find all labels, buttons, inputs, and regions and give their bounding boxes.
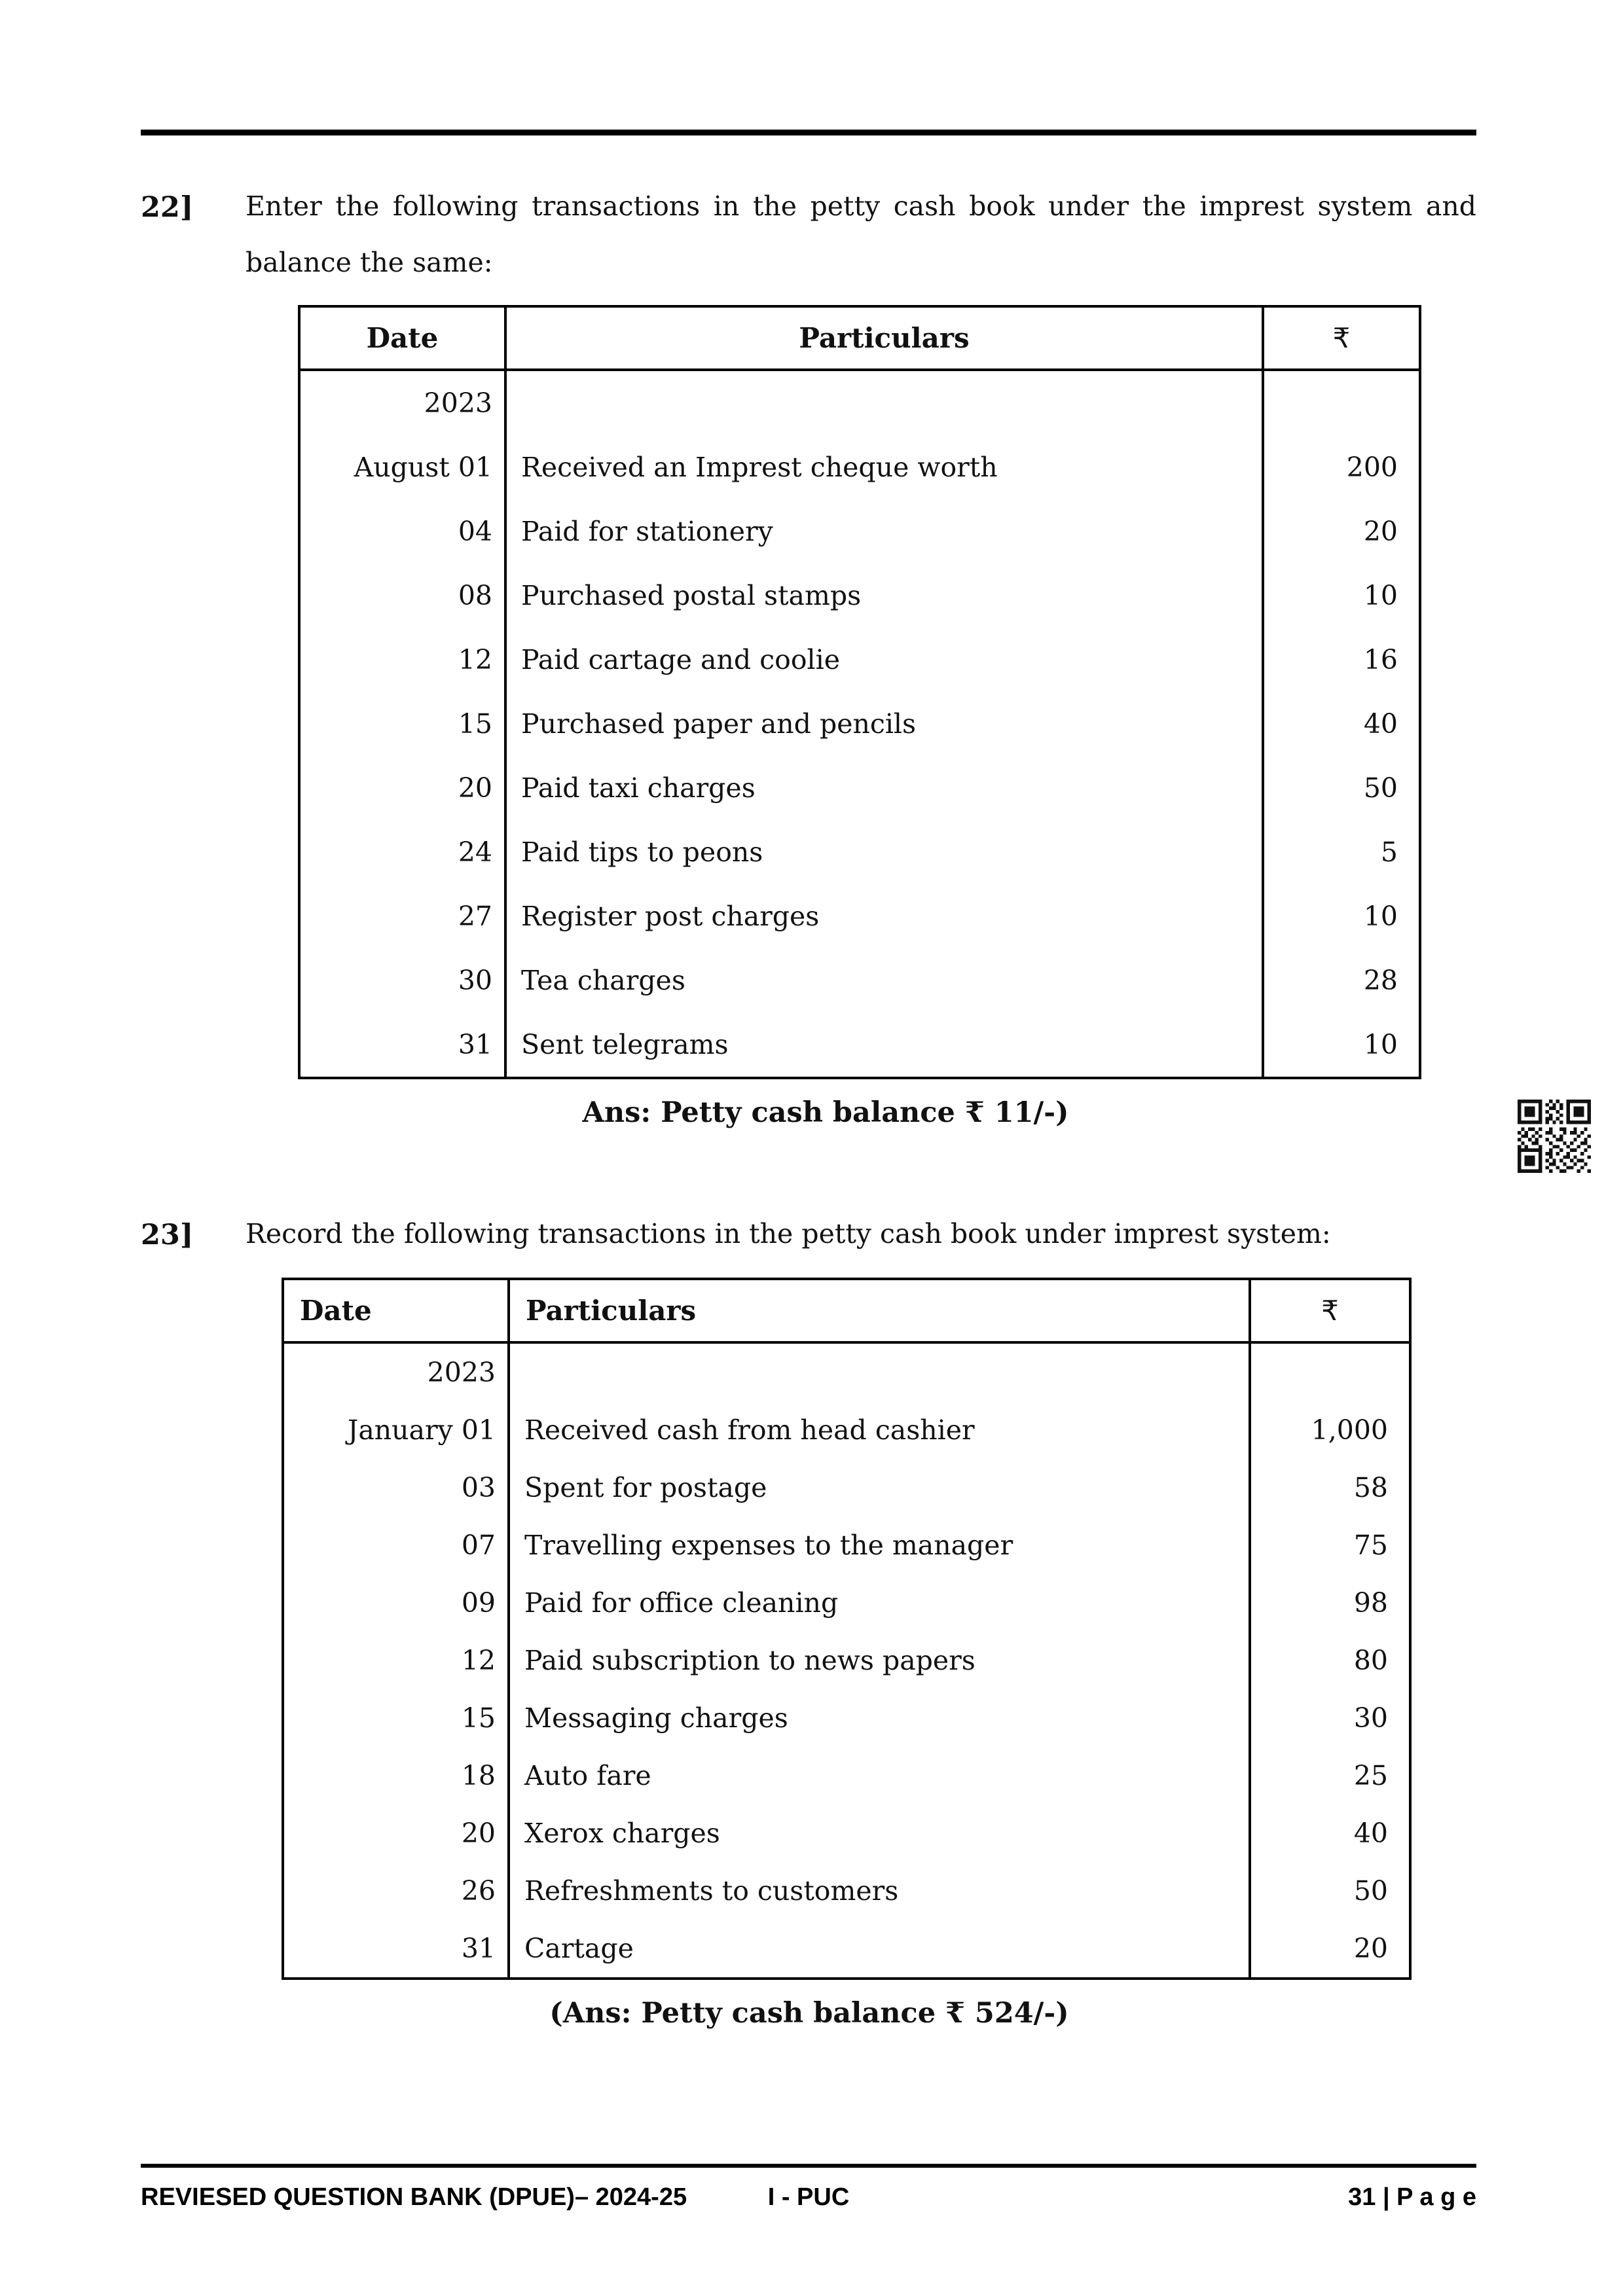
question-22-section	[141, 178, 1476, 1129]
question-prompt: Enter the following transactions in the petty cash book under the imprest system and balance the same:	[246, 190, 1476, 279]
particulars-cell: Paid tips to peons	[505, 820, 1263, 884]
particulars-cell: Received an Imprest cheque worth	[505, 435, 1263, 499]
amount-cell: 75	[1250, 1516, 1410, 1574]
amount-cell: 200	[1263, 435, 1420, 499]
date-cell: 03	[283, 1459, 509, 1516]
particulars-cell: Purchased paper and pencils	[505, 692, 1263, 756]
column-header-rupee: ₹	[1250, 1279, 1410, 1342]
table-body	[283, 1342, 1410, 1979]
table-header	[283, 1279, 1410, 1342]
table-row	[283, 1632, 1410, 1689]
particulars-cell: Refreshments to customers	[509, 1862, 1250, 1920]
table-row	[299, 1013, 1420, 1078]
date-cell: 31	[283, 1920, 509, 1979]
column-header-rupee: ₹	[1263, 306, 1420, 370]
amount-cell: 30	[1250, 1689, 1410, 1747]
date-cell: 08	[299, 564, 505, 628]
date-cell: August 01	[299, 435, 505, 499]
footer-document-title: REVIESED QUESTION BANK (DPUE)– 2024-25	[141, 2183, 687, 2211]
column-header-date: Date	[299, 306, 505, 370]
footer-horizontal-rule	[141, 2164, 1476, 2168]
table-row	[283, 1920, 1410, 1979]
amount-cell: 10	[1263, 1013, 1420, 1078]
table-row	[299, 948, 1420, 1013]
date-cell: 12	[283, 1632, 509, 1689]
date-cell: 20	[299, 756, 505, 820]
question-number: 22]	[141, 191, 194, 224]
table-row	[283, 1574, 1410, 1632]
particulars-cell: Paid cartage and coolie	[505, 628, 1263, 692]
date-cell: 07	[283, 1516, 509, 1574]
date-cell: 15	[299, 692, 505, 756]
column-header-date: Date	[283, 1279, 509, 1342]
amount-cell: 25	[1250, 1747, 1410, 1804]
particulars-cell: Auto fare	[509, 1747, 1250, 1804]
answer-line: (Ans: Petty cash balance ₹ 524/-)	[549, 1997, 1069, 2030]
date-cell: 31	[299, 1013, 505, 1078]
qr-code	[1518, 1100, 1591, 1173]
footer-page-number: 31 | P a g e	[1348, 2183, 1476, 2211]
amount-cell: 50	[1263, 756, 1420, 820]
table-row	[299, 628, 1420, 692]
particulars-cell: Tea charges	[505, 948, 1263, 1013]
table-row	[299, 756, 1420, 820]
date-cell: 12	[299, 628, 505, 692]
table-row	[283, 1862, 1410, 1920]
table-body	[299, 370, 1420, 1078]
particulars-cell: Received cash from head cashier	[509, 1401, 1250, 1459]
particulars-cell: Spent for postage	[509, 1459, 1250, 1516]
amount-cell: 28	[1263, 948, 1420, 1013]
question-23-section	[141, 1206, 1476, 2030]
particulars-cell	[505, 370, 1263, 435]
table-row	[299, 692, 1420, 756]
date-cell: 26	[283, 1862, 509, 1920]
date-cell: 2023	[283, 1342, 509, 1401]
footer-course-label: I - PUC	[767, 2183, 850, 2211]
amount-cell: 16	[1263, 628, 1420, 692]
table-row	[283, 1459, 1410, 1516]
answer-line: Ans: Petty cash balance ₹ 11/-)	[582, 1096, 1069, 1130]
particulars-cell: Xerox charges	[509, 1804, 1250, 1862]
amount-cell: 10	[1263, 884, 1420, 948]
amount-cell	[1263, 370, 1420, 435]
table-row	[299, 435, 1420, 499]
particulars-cell: Cartage	[509, 1920, 1250, 1979]
particulars-cell: Register post charges	[505, 884, 1263, 948]
amount-cell: 10	[1263, 564, 1420, 628]
table-header-row	[299, 306, 1420, 370]
particulars-cell: Paid subscription to news papers	[509, 1632, 1250, 1689]
petty-cash-table-q22	[298, 305, 1421, 1079]
amount-cell: 40	[1250, 1804, 1410, 1862]
date-cell: 27	[299, 884, 505, 948]
table-row	[299, 820, 1420, 884]
date-cell: 18	[283, 1747, 509, 1804]
qr-code-icon	[1518, 1100, 1591, 1173]
table-row	[299, 564, 1420, 628]
amount-cell: 1,000	[1250, 1401, 1410, 1459]
amount-cell: 58	[1250, 1459, 1410, 1516]
question-number: 23]	[141, 1219, 194, 1251]
amount-cell: 20	[1250, 1920, 1410, 1979]
top-horizontal-rule	[141, 130, 1476, 135]
amount-cell: 98	[1250, 1574, 1410, 1632]
date-cell: 09	[283, 1574, 509, 1632]
question-23-header	[141, 1206, 1476, 1265]
date-cell: 04	[299, 499, 505, 564]
particulars-cell: Purchased postal stamps	[505, 564, 1263, 628]
date-cell: 15	[283, 1689, 509, 1747]
table-row	[283, 1401, 1410, 1459]
page-footer	[141, 2183, 1476, 2212]
table-row	[283, 1516, 1410, 1574]
date-cell: 30	[299, 948, 505, 1013]
date-cell: 2023	[299, 370, 505, 435]
amount-cell: 5	[1263, 820, 1420, 884]
table-row	[299, 370, 1420, 435]
amount-cell: 20	[1263, 499, 1420, 564]
table-header-row	[283, 1279, 1410, 1342]
amount-cell	[1250, 1342, 1410, 1401]
question-22-header	[141, 178, 1476, 291]
question-prompt: Record the following transactions in the petty cash book under imprest system:	[246, 1218, 1331, 1249]
particulars-cell: Paid for office cleaning	[509, 1574, 1250, 1632]
date-cell: 20	[283, 1804, 509, 1862]
table-header	[299, 306, 1420, 370]
particulars-cell: Sent telegrams	[505, 1013, 1263, 1078]
amount-cell: 40	[1263, 692, 1420, 756]
table-row	[299, 499, 1420, 564]
particulars-cell: Travelling expenses to the manager	[509, 1516, 1250, 1574]
date-cell: 24	[299, 820, 505, 884]
table-row	[283, 1804, 1410, 1862]
table-row	[283, 1342, 1410, 1401]
column-header-particulars: Particulars	[509, 1279, 1250, 1342]
date-cell: January 01	[283, 1401, 509, 1459]
particulars-cell: Messaging charges	[509, 1689, 1250, 1747]
amount-cell: 50	[1250, 1862, 1410, 1920]
particulars-cell: Paid taxi charges	[505, 756, 1263, 820]
table-row	[283, 1689, 1410, 1747]
column-header-particulars: Particulars	[505, 306, 1263, 370]
amount-cell: 80	[1250, 1632, 1410, 1689]
table-row	[283, 1747, 1410, 1804]
particulars-cell	[509, 1342, 1250, 1401]
petty-cash-table-q23	[282, 1278, 1412, 1980]
table-row	[299, 884, 1420, 948]
particulars-cell: Paid for stationery	[505, 499, 1263, 564]
